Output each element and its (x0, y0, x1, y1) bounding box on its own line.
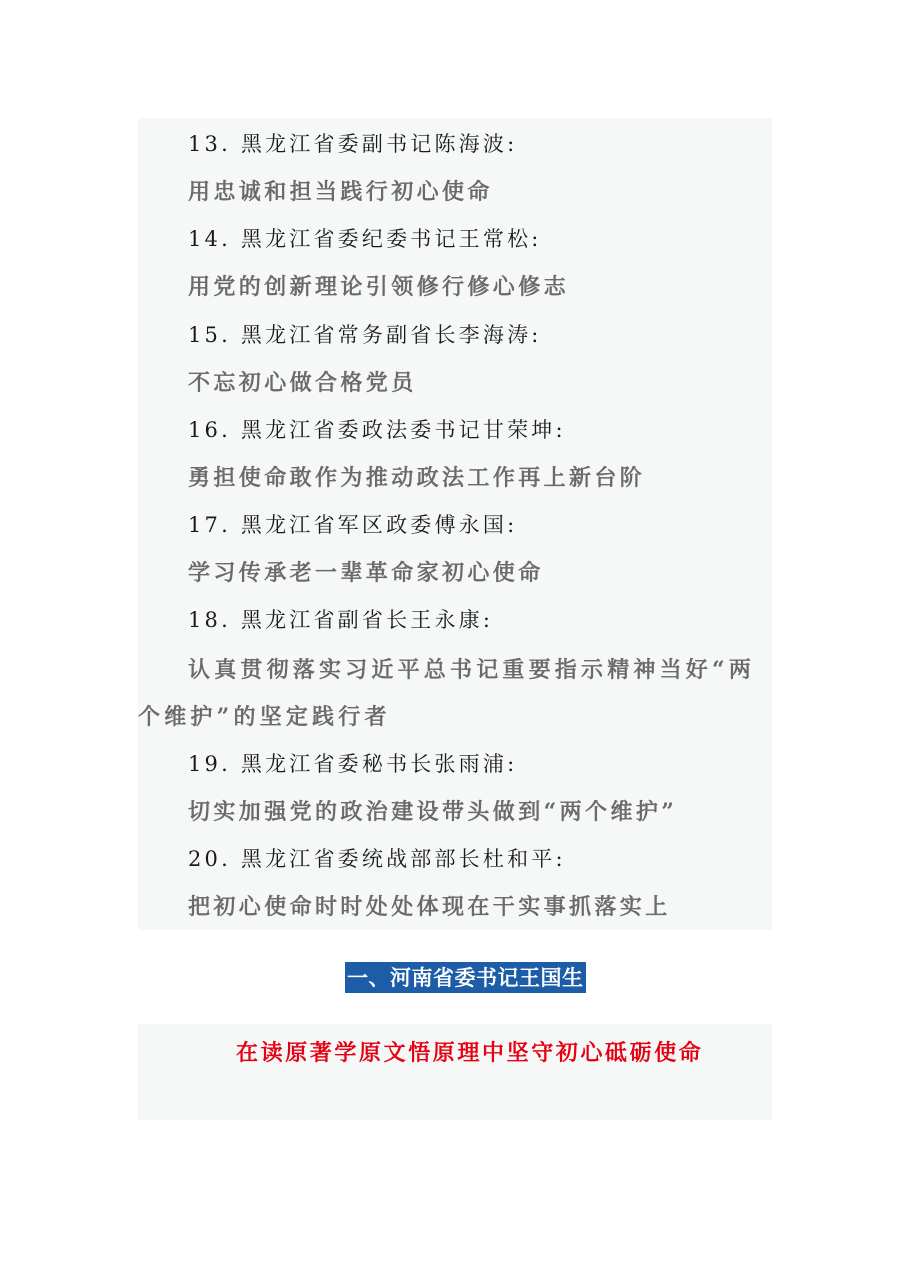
entry-title: 20. 黑龙江省委统战部部长杜和平: (188, 847, 566, 871)
section-heading: 一、河南省委书记王国生 (345, 962, 586, 993)
entry-title: 13. 黑龙江省委副书记陈海波: (188, 132, 518, 156)
entry-title: 16. 黑龙江省委政法委书记甘荣坤: (188, 418, 566, 442)
entry-speech: 用忠诚和担当践行初心使命 (188, 179, 493, 205)
entry-title: 15. 黑龙江省常务副省长李海涛: (188, 323, 542, 347)
entry-speech: 认真贯彻落实习近平总书记重要指示精神当好“两个维护”的坚定践行者 (138, 657, 756, 730)
entry-title: 17. 黑龙江省军区政委傅永国: (188, 513, 518, 537)
headline-panel (138, 1024, 772, 1120)
entry-speech: 学习传承老一辈革命家初心使命 (188, 560, 544, 586)
entry-title: 18. 黑龙江省副省长王永康: (188, 608, 494, 632)
entry-title: 14. 黑龙江省委纪委书记王常松: (188, 227, 542, 251)
entry-speech: 切实加强党的政治建设带头做到“两个维护” (188, 799, 678, 825)
entry-speech: 不忘初心做合格党员 (188, 370, 417, 396)
entry-title: 19. 黑龙江省委秘书长张雨浦: (188, 752, 518, 776)
leaders-list-panel (138, 118, 772, 930)
entry-speech: 用党的创新理论引领修行修心修志 (188, 274, 570, 300)
entry-speech: 勇担使命敢作为推动政法工作再上新台阶 (188, 465, 646, 491)
entry-speech: 把初心使命时时处处体现在干实事抓落实上 (188, 894, 671, 920)
speech-headline: 在读原著学原文悟原理中坚守初心砥砺使命 (236, 1040, 704, 1066)
